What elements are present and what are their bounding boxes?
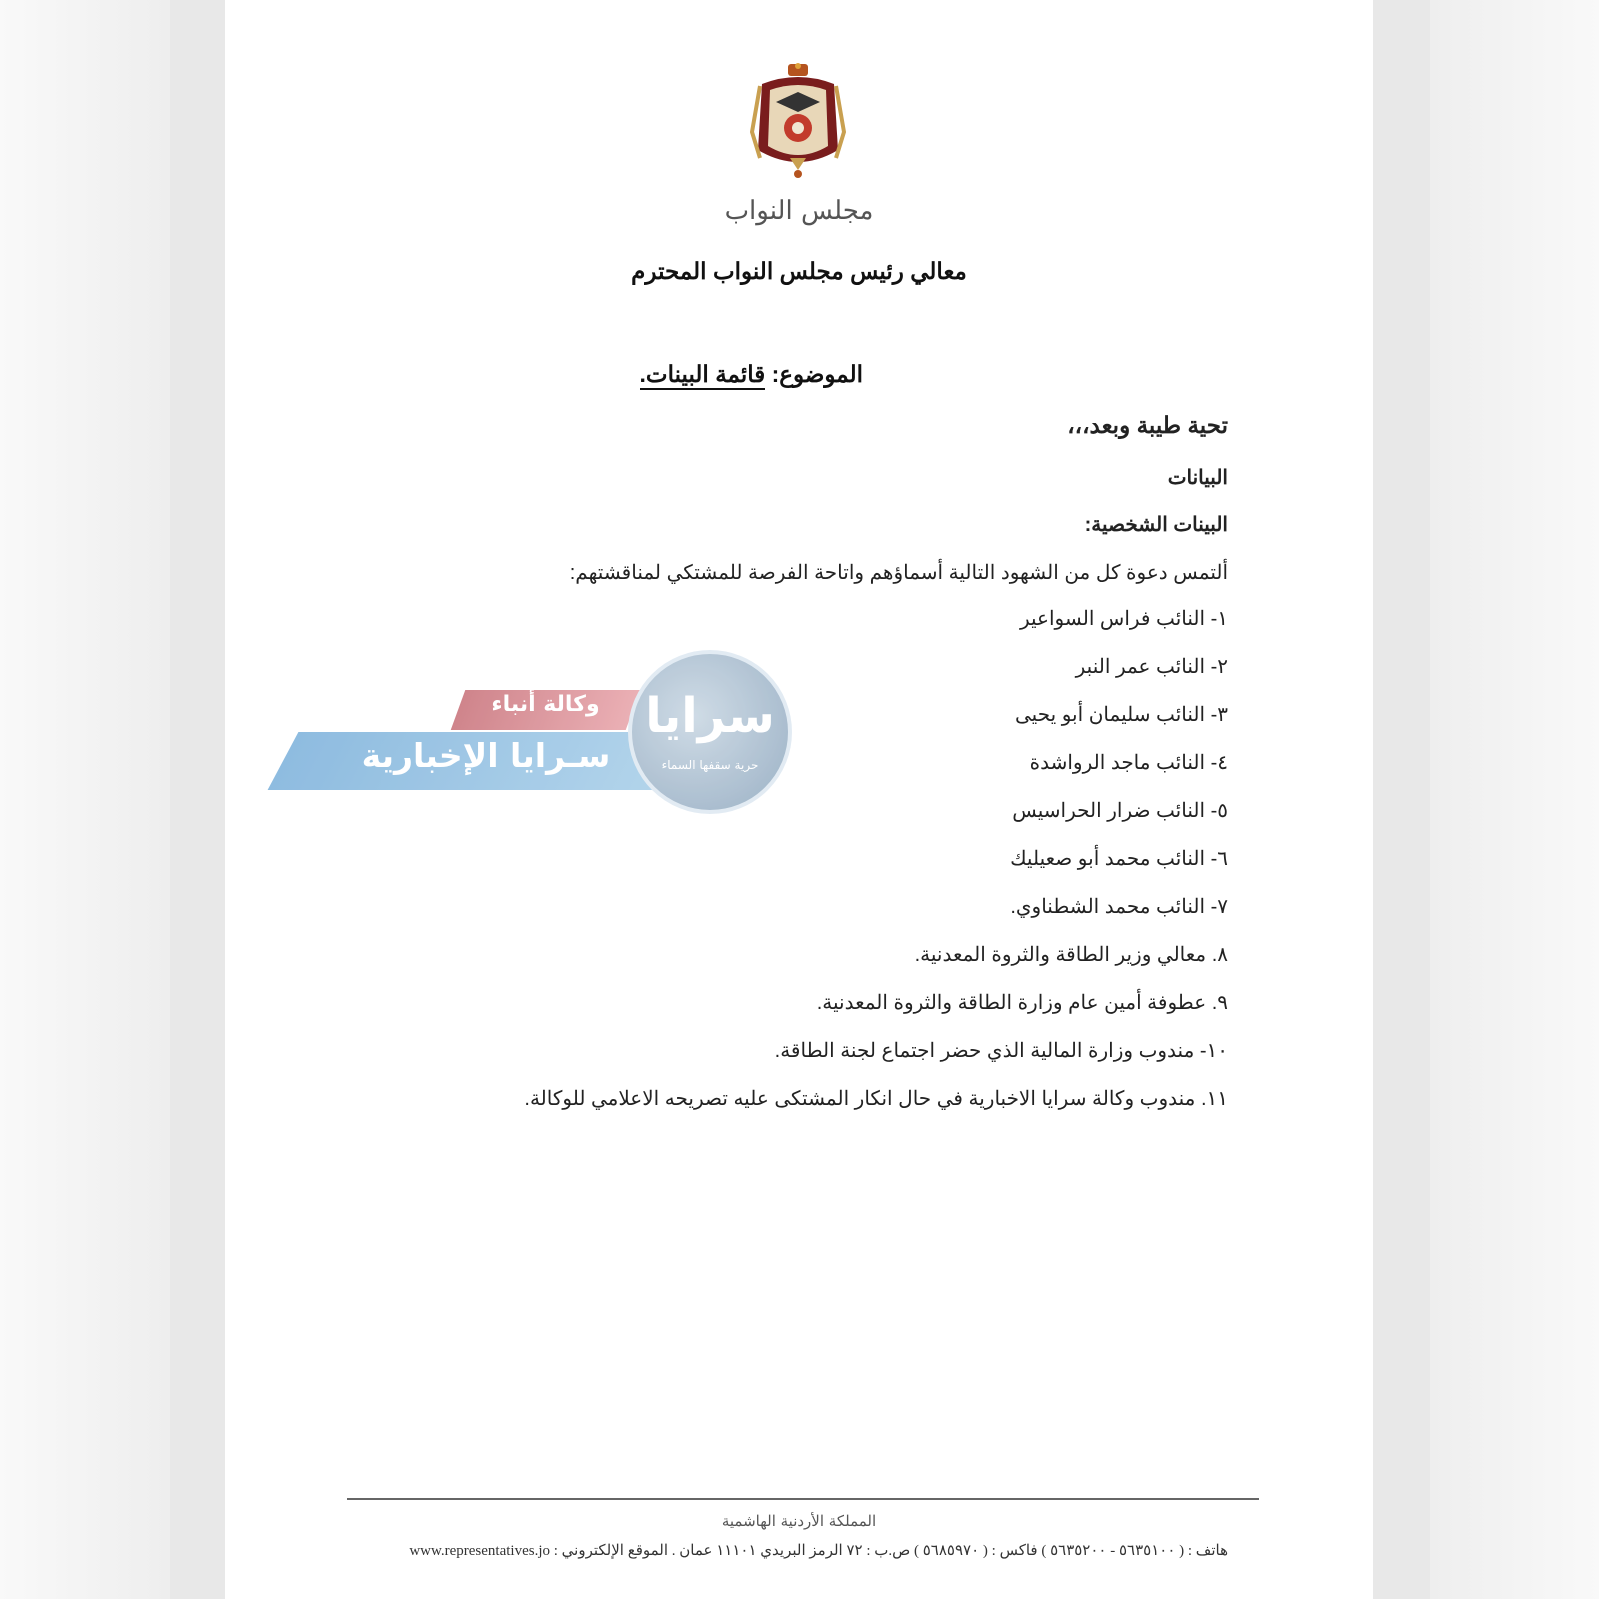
personal-evidence-title: البينات الشخصية: [1084,514,1228,536]
footer-divider [347,1498,1259,1500]
background-right-margin [1373,0,1430,1599]
coat-of-arms-icon [750,62,846,182]
background-left-margin [170,0,225,1599]
list-item: ٨. معالي وزير الطاقة والثروة المعدنية. [914,944,1228,966]
background-right [1430,0,1599,1599]
list-item: ٩. عطوفة أمين عام وزارة الطاقة والثروة المعدنية. [816,992,1228,1014]
background-left [0,0,170,1599]
section-title: البيانات [1167,467,1228,489]
list-item: ٤- النائب ماجد الرواشدة [1029,752,1228,774]
watermark-logo-text: سرايا [645,688,775,744]
addressee-heading: معالي رئيس مجلس النواب المحترم [631,258,967,284]
list-item: ٥- النائب ضرار الحراسيس [1012,800,1228,822]
watermark-agency-name: سـرايا الإخبارية [361,736,611,775]
greeting: تحية طيبة وبعد،،، [1067,412,1228,438]
list-item: ١- النائب فراس السواعير [1019,608,1228,630]
council-name-calligraphy: مجلس النواب [724,196,874,226]
footer-contact: هاتف : ( ٥٦٣٥١٠٠ - ٥٦٣٥٢٠٠ ) فاكس : ( ٥٦٨٥٩٧٠ ) ص.ب : ٧٢ الرمز البريدي ١١١٠١ عمان . الموقع الإلكتروني : www.representatives.jo [409,1543,1228,1559]
intro-paragraph: ألتمس دعوة كل من الشهود التالية أسماؤهم واتاحة الفرصة للمشتكي لمناقشتهم: [569,562,1228,584]
list-item: ١٠- مندوب وزارة المالية الذي حضر اجتماع لجنة الطاقة. [774,1040,1228,1062]
subject-line [640,361,863,388]
subject-value: قائمة البينات. [640,361,766,390]
footer-kingdom: المملكة الأردنية الهاشمية [721,1512,877,1530]
list-item: ٦- النائب محمد أبو صعيليك [1010,848,1228,870]
list-item: ٣- النائب سليمان أبو يحيى [1014,704,1228,726]
saraya-watermark [273,650,803,820]
subject-label: الموضوع: [771,361,863,387]
watermark-agency-label: وكالة أنباء [491,692,600,717]
list-item: ٧- النائب محمد الشطناوي. [1010,896,1228,918]
list-item: ١١. مندوب وكالة سرايا الاخبارية في حال انكار المشتكى عليه تصريحه الاعلامي للوكالة. [524,1088,1228,1110]
watermark-logo-tagline: حرية سقفها السماء [661,758,759,772]
list-item: ٢- النائب عمر النبر [1075,656,1228,678]
